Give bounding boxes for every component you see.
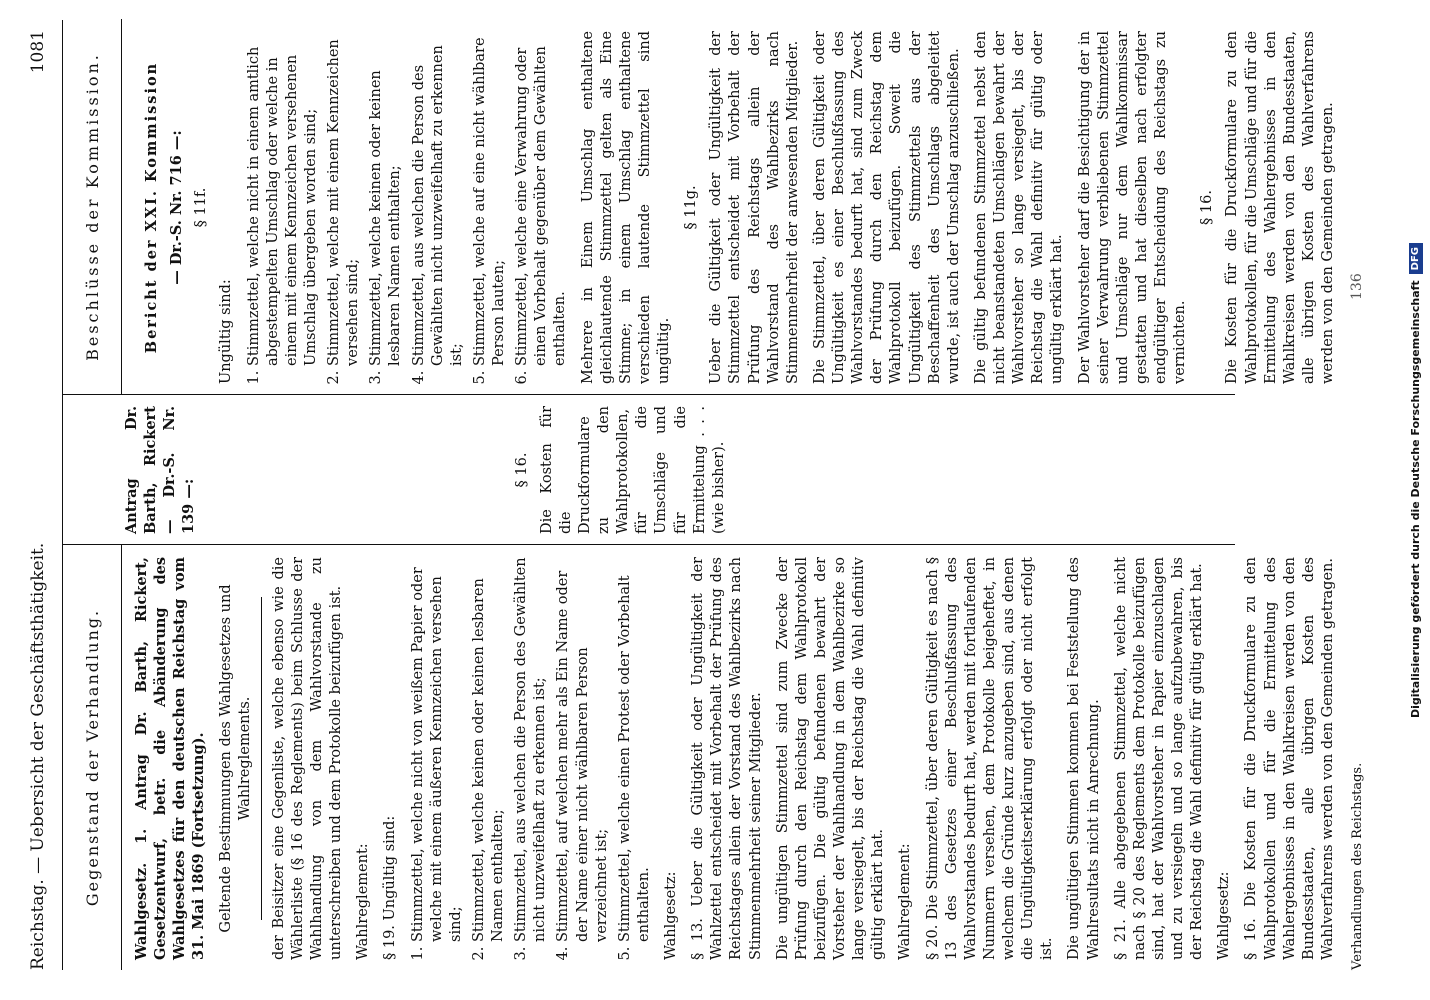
- report-title: Bericht der XXI. Kommission: [143, 61, 161, 354]
- list-item: 2. Stimmzettel, welche keinen oder keinen lesbaren Namen enthalten;: [470, 557, 508, 942]
- list-item: 6. Stimmzettel, welche eine Verwahrung oder einen Vorbehalt gegenüber dem Gewählten enthalten.: [513, 31, 570, 366]
- paragraph: Die ungültigen Stimmzettel sind zum Zwecke der Prüfung durch den Reichstag dem Wahlprotokoll beizufügen. Die gültig befundenen bewahrt der Vorsteher der Wahlhandlung in dem Wahlbezirke so lange versiegelt, bis der Reichstag die Wahl definitiv gültig erklärt hat.: [774, 557, 887, 960]
- report-number: — Dr.-S. Nr. 716 —:: [168, 130, 186, 285]
- paragraph: Mehrere in Einem Umschlag enthaltene gleichlautende Stimmzettel gelten als Eine Stimme; in einem Umschlag enthaltene verschieden lautende Stimmzettel sind ungültig.: [579, 31, 673, 384]
- paragraph: § 13. Ueber die Gültigkeit oder Ungültigkeit der Wahlzettel entscheidet mit Vorbehalt der Prüfung des Reichstages allein der Vorstand des Wahlbezirks nach Stimmenmehrheit seiner Mitglieder.: [690, 557, 764, 960]
- list-item: 3. Stimmzettel, welche keinen oder keinen lesbaren Namen enthalten;: [367, 31, 405, 366]
- list-item: 2. Stimmzettel, welche mit einem Kennzeichen versehen sind;: [325, 31, 363, 366]
- paragraph: Der Wahlvorsteher darf die Besichtigung der in seiner Verwahrung verbliebenen Stimmzettel und Umschläge nur dem Wahlkommissar gestatten und hat dieselben nach erfolgter endgültiger Entscheidung des Reichstags zu vernichten.: [1076, 31, 1189, 384]
- section-number: § 11g.: [683, 185, 700, 230]
- invalid-list: [245, 31, 571, 384]
- paragraph: Die Kosten für die Druckformulare zu den Wahlprotokollen, für die Umschläge und für die Ermittelung des Wahlergebnisses in den Wahlkreisen werden von den Bundesstaaten, alle übrigen Kosten des Wahlverfahrens werden von den Gemeinden getragen.: [1224, 31, 1337, 384]
- column-proposal: [62, 394, 1235, 545]
- running-head: Reichstag. — Uebersicht der Geschäftsthätigkeit.: [28, 542, 48, 970]
- section-number: § 16.: [513, 452, 530, 488]
- column-decisions: [62, 19, 1337, 395]
- list-item: 4. Stimmzettel, auf welchen mehr als Ein Name oder der Name einer nicht wählbaren Person verzeichnet ist;: [554, 557, 611, 942]
- list-item: 4. Stimmzettel, aus welchen die Person des Gewählten nicht unzweifelhaft zu erkennen ist;: [410, 31, 467, 366]
- paragraph: § 21. Alle abgegebenen Stimmzettel, welche nicht nach § 20 des Reglements dem Protokolle beizufügen sind, hat der Wahlvorsteher in Papier einzuschlagen und zu versiegeln und so lange aufzubewahren, bis der Reichstag die Wahl definitiv für gültig erklärt hat.: [1112, 557, 1206, 960]
- paragraph: Die Stimmzettel, über deren Gültigkeit oder Ungültigkeit es einer Beschlußfassung des Wahlvorstandes bedurft hat, sind zum Zweck der Prüfung durch den Reichstag dem Wahlprotokoll beizufügen. Soweit die Ungültigkeit des Stimmzettels aus der Beschaffenheit des Umschlags abgeleitet wurde, ist auch der Umschlag anzuschließen.: [811, 31, 962, 384]
- proposal-title: Antrag Dr. Barth, Rickert — Dr.-S. Nr. 139 —:: [123, 406, 198, 534]
- section-number: § 11f.: [193, 187, 210, 228]
- column-heading-subject: Gegenstand der Verhandlung.: [62, 545, 122, 970]
- list-item: 1. Stimmzettel, welche nicht in einem amtlich abgestempelten Umschlag oder welche in einem mit einem Kennzeichen versehenen Umschlag übergeben worden sind;: [245, 31, 322, 366]
- divider: [261, 597, 262, 920]
- intro-paragraph: Wahlgesetz. 1. Antrag Dr. Barth, Rickert, Gesetzentwurf, betr. die Abänderung des Wahlgesetzes für den deutschen Reichstag vom 31. Mai 1869 (Fortsetzung).: [133, 557, 208, 960]
- paragraph: § 16. Die Kosten für die Druckformulare zu den Wahlprotokollen und für die Ermittelung des Wahlergebnisses in den Wahlkreisen werden von den Bundesstaaten, alle übrigen Kosten des Wahlverfahrens werden von den Gemeinden getragen.: [1243, 557, 1336, 960]
- column-subject: [62, 545, 1336, 970]
- list-item: 1. Stimmzettel, welche nicht von weißem Papier oder welche mit einem äußeren Kennzeichen versehen sind;: [409, 557, 466, 942]
- paragraph: Wahlreglement:: [897, 843, 914, 960]
- paragraph: Die ungültigen Stimmen kommen bei Feststellung des Wahlresultats nicht in Anrechnung.: [1066, 557, 1102, 960]
- paragraph: Wahlreglement:: [355, 843, 372, 960]
- paragraph: Die Kosten für die Druckformulare zu den Wahlprotokollen, für die Umschläge und für die Ermittelung . . . (wie bisher).: [538, 406, 727, 534]
- column-heading-decisions: Beschlüsse der Kommission.: [62, 19, 122, 394]
- invalid-list: [409, 557, 655, 960]
- paragraph: Die gültig befundenen Stimmzettel nebst den nicht beanstandeten Umschlägen bewahrt der Wahlvorsteher so lange versiegelt, bis der Reichstag die Wahl definitiv für gültig oder ungültig erklärt hat.: [972, 31, 1066, 384]
- dfg-logo: DFG: [1409, 243, 1423, 274]
- list-item: 3. Stimmzettel, aus welchen die Person des Gewählten nicht unzweifelhaft zu erkennen ist;: [512, 557, 550, 942]
- page-mark: 136: [1349, 273, 1365, 300]
- footer-note: Verhandlungen des Reichstags.: [1350, 762, 1365, 970]
- spacer: [207, 406, 507, 534]
- page-number: 1081: [28, 30, 48, 74]
- paragraph: Wahlgesetz:: [1216, 871, 1233, 960]
- paragraph: der Beisitzer eine Gegenliste, welche ebenso wie die Wählerliste (§ 16 des Reglements) beim Schlusse der Wahlhandlung von dem Wahlvorstande zu unterschreiben und dem Protokolle beizufügen ist.: [270, 557, 345, 960]
- paragraph: § 19. Ungültig sind:: [382, 815, 399, 960]
- list-item: 5. Stimmzettel, welche auf eine nicht wählbare Person lauten;: [471, 31, 509, 366]
- dfg-text: Digitalisierung gefördert durch die Deutsche Forschungsgemeinschaft: [1409, 280, 1422, 718]
- paragraph: § 20. Die Stimmzettel, über deren Gültigkeit es nach § 13 des Gesetzes einer Beschlußfassung des Wahlvorstandes bedurft hat, werden mit fortlaufenden Nummern versehen, dem Protokolle beigeheftet, in welchem die Gründe kurz anzugeben sind, aus denen die Ungültigkeitserklärung erfolgt oder nicht erfolgt ist.: [924, 557, 1056, 960]
- section-number: § 16.: [1199, 190, 1216, 225]
- paragraph: Geltende Bestimmungen des Wahlgesetzes und Wahlreglements.: [217, 584, 253, 933]
- page-header: [20, 30, 60, 970]
- paragraph: Ueber die Gültigkeit oder Ungültigkeit der Stimmzettel entscheidet mit Vorbehalt der Prüfung des Reichstags allein der Wahlvorstand des Wahlbezirks nach Stimmenmehrheit der anwesenden Mitglieder.: [708, 31, 801, 384]
- paragraph: Wahlgesetz:: [663, 871, 680, 960]
- dfg-notice: [1406, 18, 1426, 718]
- paragraph: Ungültig sind:: [218, 279, 235, 384]
- list-item: 5. Stimmzettel, welche einen Protest oder Vorbehalt enthalten.: [616, 557, 654, 942]
